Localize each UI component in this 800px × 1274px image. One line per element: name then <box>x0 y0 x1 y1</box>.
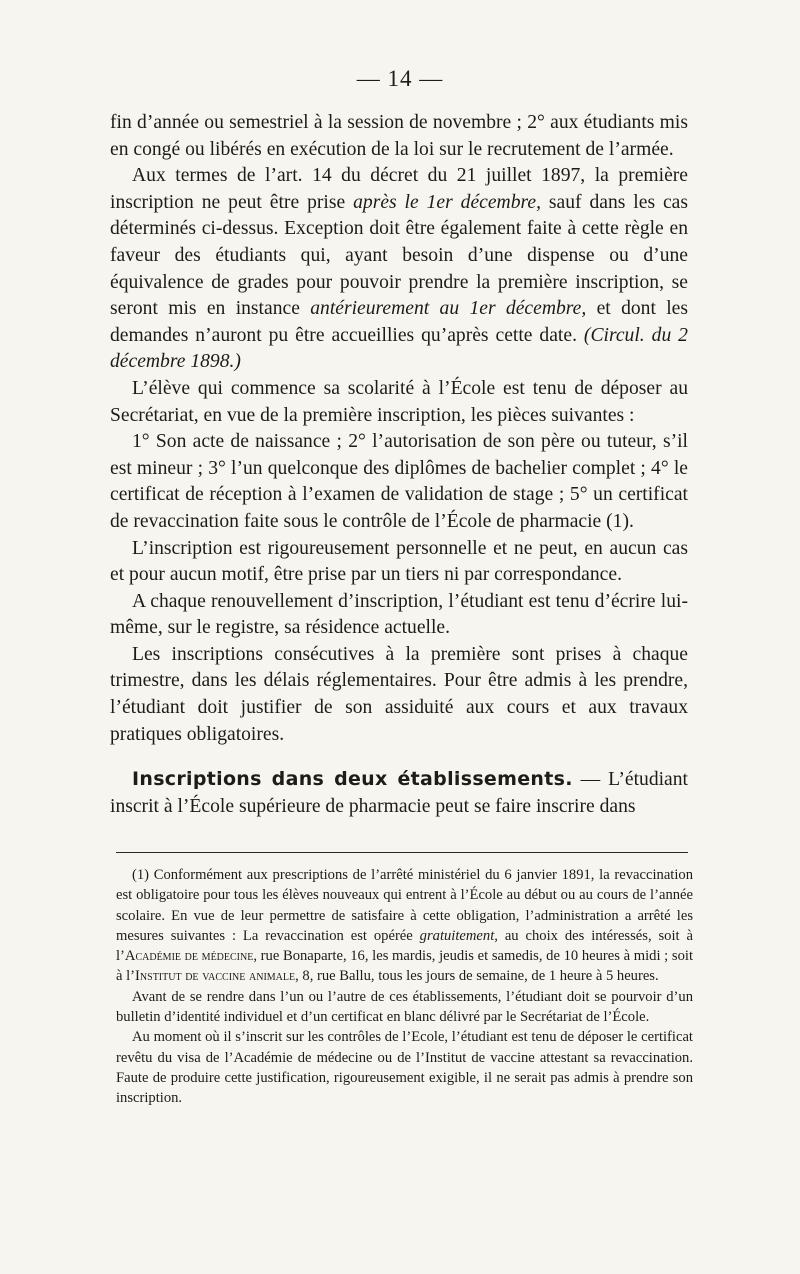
footnote-1-text-a: (1) Conformément aux prescriptions de l’arrêté ministériel du 6 janvier 1891, la revaccination est obligatoire pour tous les élèves nouveaux qui entrent à l’École au début ou au cours de l’année scolaire. En vue de leur permettre de satisfaire à cette obligation, l’administration a arrêté les mesures suivantes : La revaccination est opérée <box>116 867 693 944</box>
paragraph-2-emphasis-a: après le 1er décembre, <box>353 191 541 213</box>
page-number: — 14 — <box>356 66 444 91</box>
paragraph-3: L’élève qui commence sa scolarité à l’École est tenu de déposer au Secrétariat, en vue de la première inscription, les pièces suivantes : <box>110 377 688 426</box>
footnote-1 <box>116 865 693 987</box>
paragraph-2-text-c: et dont les demandes n’auront pu être accueillies qu’après cette date. <box>110 298 689 346</box>
paragraph-1: fin d’année ou semestriel à la session de novembre ; 2° aux étudiants mis en congé ou libérés en exécution de la loi sur le recrutement de l’armée. <box>110 112 688 160</box>
paragraph-7: Les inscriptions consécutives à la première sont prises à chaque trimestre, dans les délais réglementaires. Pour être admis à les prendre, l’étudiant doit justifier de son assiduité aux cours et aux travaux pratiques obligatoires. <box>110 643 688 745</box>
paragraph-2-text-a: Aux termes de l’art. 14 du décret du 21 juillet 1897, la première inscription ne peut être prise <box>110 165 688 213</box>
section-heading: Inscriptions dans deux établissements. <box>132 768 573 791</box>
paragraph-8-text: — L’étudiant inscrit à l’École supérieure de pharmacie peut se faire inscrire dans <box>110 769 688 817</box>
footnote-1-text-c: rue Bonaparte, 16, les mardis, jeudis et samedis, de 10 heures à midi ; soit à l’ <box>116 948 693 985</box>
footnote-1-text-d: 8, rue Ballu, tous les jours de semaine, de 1 heure à 5 heures. <box>298 968 659 985</box>
paragraph-6: A chaque renouvellement d’inscription, l’étudiant est tenu d’écrire lui-même, sur le registre, sa résidence actuelle. <box>110 590 688 639</box>
footnote-3: Au moment où il s’inscrit sur les contrôles de l’Ecole, l’étudiant est tenu de déposer le certificat revêtu du visa de l’Académie de médecine ou de l’Institut de vaccine attestant sa revaccination. Faute de produire cette justification, rigoureusement exigible, il ne serait pas admis à prendre son inscription. <box>116 1029 693 1107</box>
paragraph-2-emphasis-b: antérieurement au 1er décembre, <box>310 298 587 320</box>
paragraph-8 <box>110 766 688 820</box>
body-text <box>110 110 688 820</box>
footnote-2: Avant de se rendre dans l’un ou l’autre de ces établissements, l’étudiant doit se pourvoir d’un bulletin d’identité individuel et d’un certificat en blanc délivré par le Secrétariat de l’École. <box>116 988 693 1026</box>
footnote-divider <box>116 852 688 853</box>
footnote-1-emphasis: gratuitement, <box>419 927 498 944</box>
paragraph-2-citation: (Circul. du 2 décembre 1898.) <box>110 324 688 373</box>
paragraph-5: L’inscription est rigoureusement personnelle et ne peut, en aucun cas et pour aucun motif, être prise par un tiers ni par correspondance. <box>110 537 688 586</box>
paragraph-2-text-b: sauf dans les cas déterminés ci-dessus. Exception doit être également faite à cette règle en faveur des étudiants qui, ayant besoin d’une dispense ou d’une équivalence de grades pour pouvoir prendre la première inscription, se seront mis en instance <box>110 191 689 320</box>
paragraph-4: 1° Son acte de naissance ; 2° l’autorisation de son père ou tuteur, s’il est mineur ; 3° l’un quelconque des diplômes de bachelier complet ; 4° le certificat de réception à l’examen de validation de stage ; 5° un certificat de revaccination faite sous le contrôle de l’École de pharmacie (1). <box>110 431 688 532</box>
section-spacer <box>110 748 688 766</box>
paragraph-2 <box>110 163 688 376</box>
footnotes <box>116 865 693 1109</box>
footnote-1-institution-b: Institut de vaccine animale, <box>135 968 299 985</box>
footnote-1-institution-a: Académie de médecine, <box>124 948 257 965</box>
footnote-1-text-b: au choix des intéressés, soit à l’ <box>116 927 693 965</box>
